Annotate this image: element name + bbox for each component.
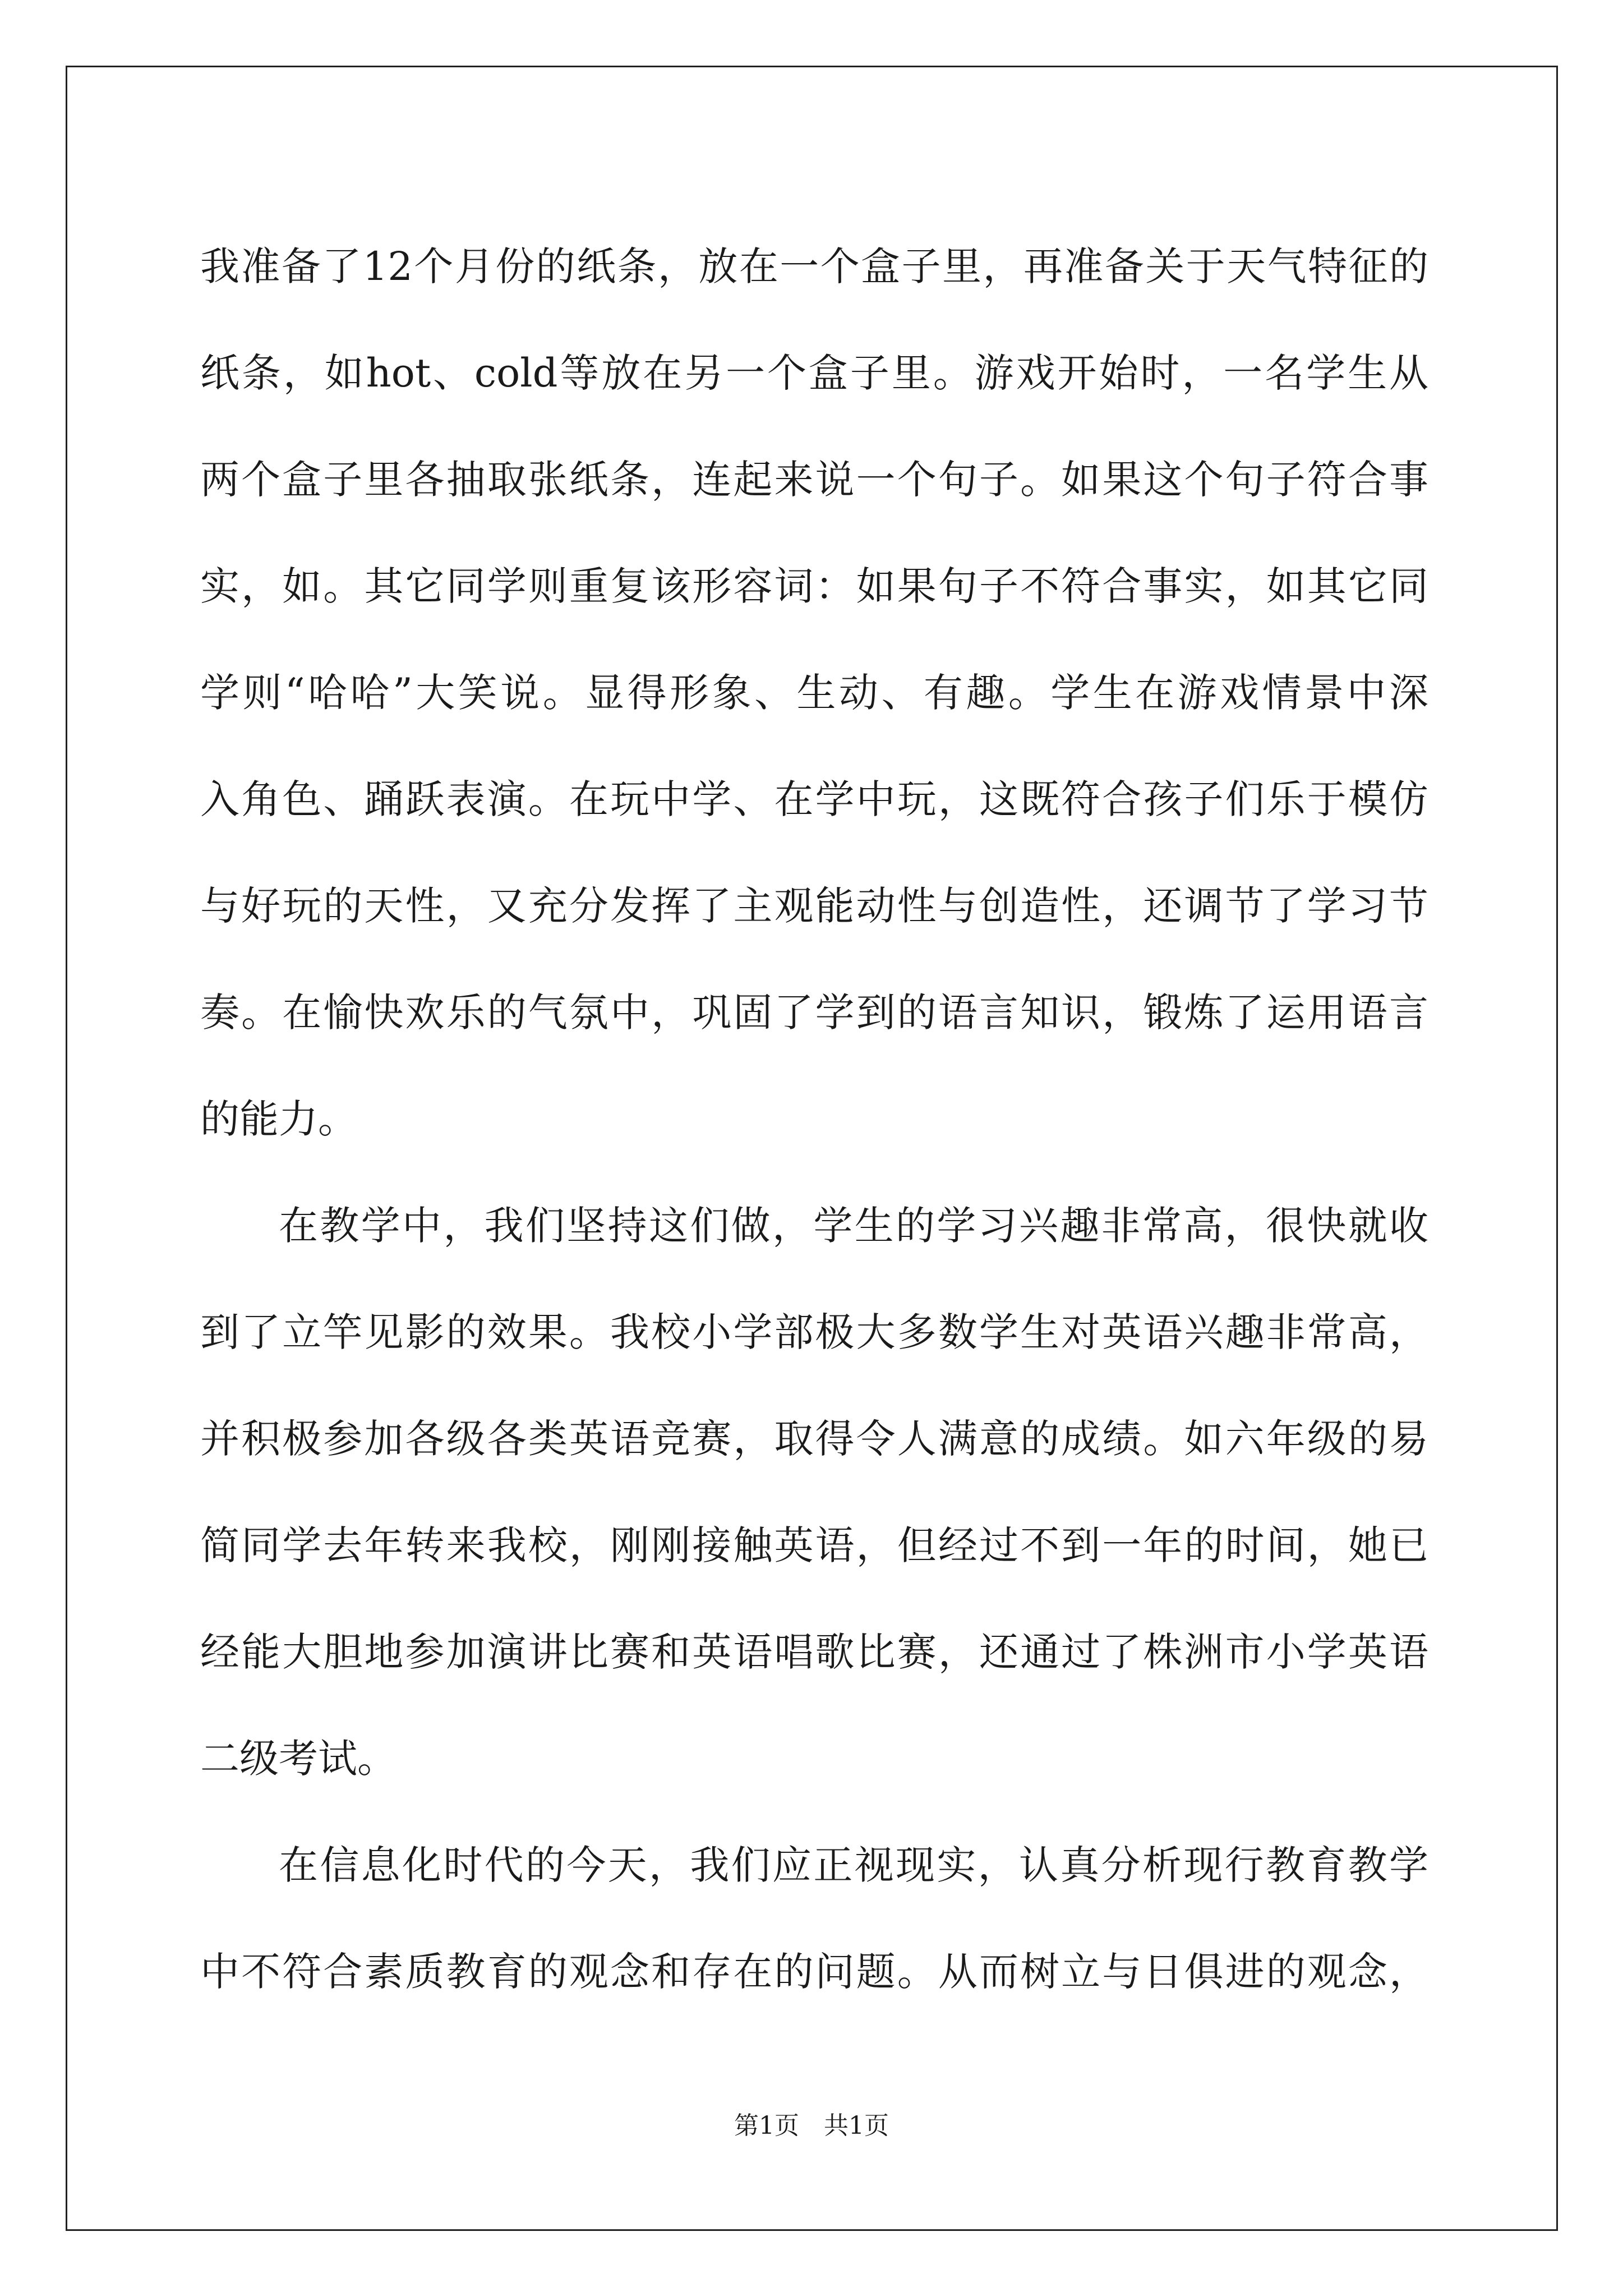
text-line: 中不符合素质教育的观念和存在的问题。从而树立与日俱进的观念，	[200, 1949, 1428, 1995]
text-line: 实，如。其它同学则重复该形容词：如果句子不符合事实，如其它同	[200, 563, 1428, 609]
text-line: 到了立竿见影的效果。我校小学部极大多数学生对英语兴趣非常高，	[200, 1309, 1428, 1355]
text-line: 简同学去年转来我校，刚刚接触英语，但经过不到一年的时间，她已	[200, 1522, 1428, 1568]
text-line: 二级考试。	[200, 1736, 396, 1782]
text-line: 奏。在愉快欢乐的气氛中，巩固了学到的语言知识，锻炼了运用语言	[200, 990, 1428, 1036]
text-line: 两个盒子里各抽取张纸条，连起来说一个句子。如果这个句子符合事	[200, 457, 1428, 503]
text-line: 我准备了12个月份的纸条，放在一个盒子里，再准备关于天气特征的	[200, 243, 1428, 289]
text-line: 纸条，如hot、cold等放在另一个盒子里。游戏开始时，一名学生从	[200, 350, 1428, 396]
text-line: 并积极参加各级各类英语竞赛，取得令人满意的成绩。如六年级的易	[200, 1416, 1428, 1462]
paragraph-first-line: 在教学中，我们坚持这们做，学生的学习兴趣非常高，很快就收	[279, 1203, 1428, 1249]
page-number-footer: 第1页 共1页	[734, 2111, 889, 2140]
text-line: 经能大胆地参加演讲比赛和英语唱歌比赛，还通过了株洲市小学英语	[200, 1629, 1428, 1675]
text-line: 学则“哈哈”大笑说。显得形象、生动、有趣。学生在游戏情景中深	[200, 670, 1428, 716]
text-line: 与好玩的天性，又充分发挥了主观能动性与创造性，还调节了学习节	[200, 883, 1428, 929]
paragraph-first-line: 在信息化时代的今天，我们应正视现实，认真分析现行教育教学	[279, 1842, 1428, 1888]
text-line: 入角色、踊跃表演。在玩中学、在学中玩，这既符合孩子们乐于模仿	[200, 776, 1428, 822]
document-body	[200, 213, 1428, 2025]
text-line: 的能力。	[200, 1096, 357, 1142]
